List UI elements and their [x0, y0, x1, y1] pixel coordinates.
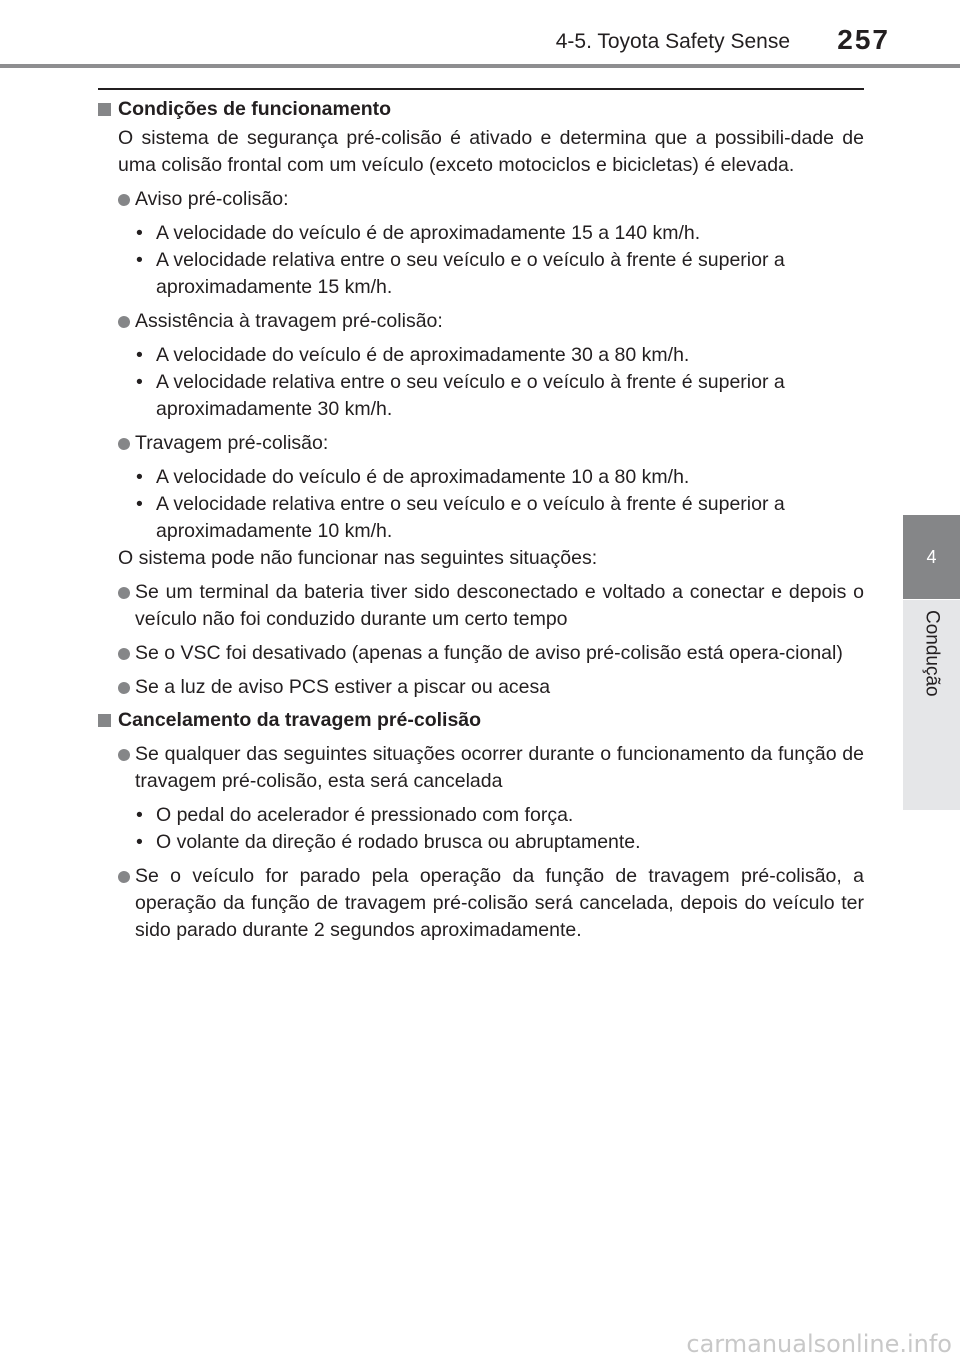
watermark: carmanualsonline.info — [686, 1330, 952, 1358]
list-item: Se o veículo for parado pela operação da função de travagem pré-colisão, a operação da função de travagem pré-colisão será cancelada, depois do veículo ter sido parado durante 2 segundos aproximadamente. — [98, 863, 864, 944]
section-heading: Cancelamento da travagem pré-colisão — [98, 707, 864, 734]
sub-list-item: • O volante da direção é rodado brusca ou abruptamente. — [136, 831, 641, 853]
chapter-label-tab — [903, 600, 960, 810]
list-item: Se qualquer das seguintes situações ocorrer durante o funcionamento da função de travagem pré-colisão, esta será cancelada — [98, 741, 864, 795]
sub-list-item: • A velocidade relativa entre o seu veículo e o veículo à frente é superior a aproximadamente 15 km/h. — [136, 249, 785, 298]
list-item: Assistência à travagem pré-colisão: — [98, 308, 864, 335]
square-bullet-icon — [98, 714, 111, 727]
section-title: 4-5. Toyota Safety Sense — [555, 30, 790, 53]
section-heading: Condições de funcionamento — [98, 96, 864, 123]
round-bullet-icon — [118, 587, 130, 599]
square-bullet-icon — [98, 103, 111, 116]
round-bullet-icon — [118, 648, 130, 660]
paragraph: O sistema pode não funcionar nas seguintes situações: — [118, 547, 598, 569]
sub-list — [98, 342, 864, 423]
round-bullet-icon — [118, 682, 130, 694]
round-bullet-icon — [118, 438, 130, 450]
page-number: 257 — [837, 24, 890, 55]
sub-list-item: • A velocidade relativa entre o seu veículo e o veículo à frente é superior a aproximadamente 10 km/h. — [136, 493, 785, 542]
round-bullet-icon — [118, 316, 130, 328]
list-item: Se um terminal da bateria tiver sido desconectado e voltado a conectar e depois o veículo não foi conduzido durante um certo tempo — [98, 579, 864, 633]
list-item: Travagem pré-colisão: — [98, 430, 864, 457]
page-header — [0, 0, 960, 64]
list-item: Se a luz de aviso PCS estiver a piscar ou acesa — [98, 674, 864, 701]
sub-list-item: • O pedal do acelerador é pressionado com força. — [136, 804, 574, 826]
sub-list-item: • A velocidade relativa entre o seu veículo e o veículo à frente é superior a aproximadamente 30 km/h. — [136, 371, 785, 420]
paragraph: O sistema de segurança pré-colisão é ativado e determina que a possibili-dade de uma colisão frontal com um veículo (exceto motociclos e bicicletas) é elevada. — [118, 127, 864, 176]
sub-list — [98, 220, 864, 301]
round-bullet-icon — [118, 194, 130, 206]
sub-list-item: • A velocidade do veículo é de aproximadamente 30 a 80 km/h. — [136, 344, 690, 366]
chapter-tab — [903, 515, 960, 599]
list-item: Se o VSC foi desativado (apenas a função de aviso pré-colisão está opera-cional) — [98, 640, 864, 667]
main-content — [98, 88, 864, 944]
sub-list-item: • A velocidade do veículo é de aproximadamente 15 a 140 km/h. — [136, 222, 701, 244]
list-item: Aviso pré-colisão: — [98, 186, 864, 213]
chapter-number: 4 — [926, 546, 937, 567]
sub-list — [98, 464, 864, 545]
header-divider — [0, 64, 960, 68]
round-bullet-icon — [118, 749, 130, 761]
chapter-label: Condução — [921, 610, 943, 697]
content-top-rule — [98, 88, 864, 90]
round-bullet-icon — [118, 871, 130, 883]
sub-list-item: • A velocidade do veículo é de aproximadamente 10 a 80 km/h. — [136, 466, 690, 488]
sub-list — [98, 802, 864, 856]
